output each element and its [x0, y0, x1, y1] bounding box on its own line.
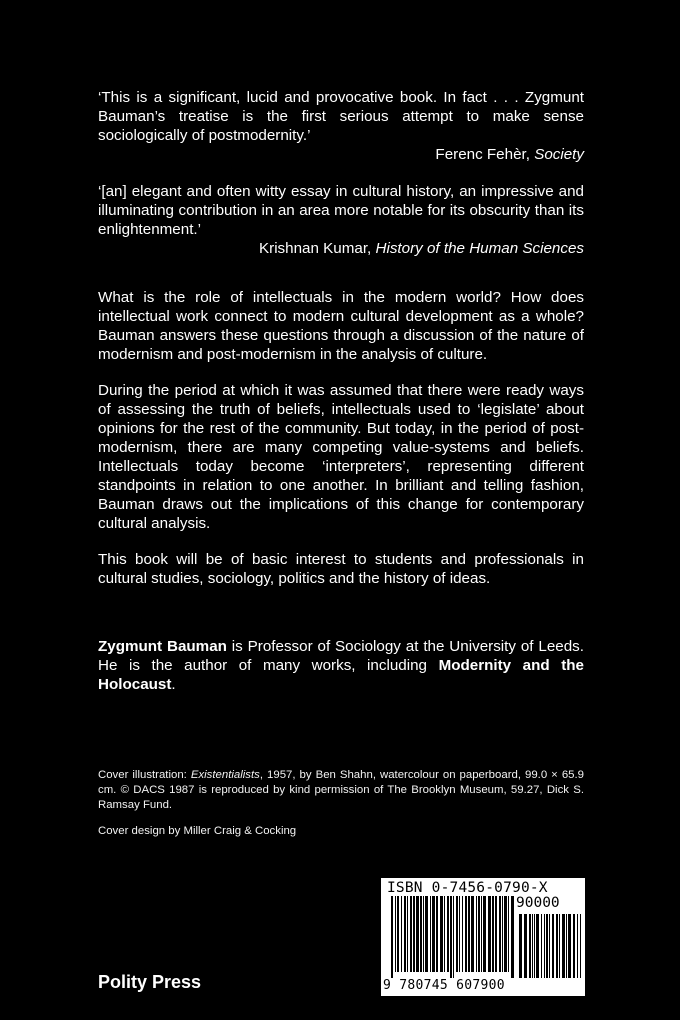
- addon-bar: [544, 914, 545, 978]
- barcode-bar: [397, 896, 399, 972]
- barcode-bar: [440, 896, 443, 972]
- barcode-bar: [395, 896, 396, 972]
- barcode-bar: [508, 896, 509, 972]
- barcode-bar: [420, 896, 422, 972]
- addon-bar: [577, 914, 578, 978]
- author-bio-end: .: [171, 676, 176, 693]
- isbn-label: ISBN 0-7456-0790-X: [387, 880, 548, 896]
- barcode-bar: [471, 896, 474, 972]
- barcode-bar: [423, 896, 424, 972]
- barcode-bar: [456, 896, 458, 972]
- barcode-bar: [468, 896, 470, 972]
- quote-author: Krishnan Kumar,: [259, 240, 376, 257]
- addon-bar: [580, 914, 581, 978]
- quote-source: Society: [534, 146, 584, 163]
- review-quote-1: [98, 88, 584, 164]
- barcode-bar: [404, 896, 406, 972]
- barcode-bar: [425, 896, 428, 972]
- credit-prefix: Cover illustration:: [98, 769, 191, 781]
- barcode-bar: [447, 896, 449, 972]
- description-paragraph-1: What is the role of intellectuals in the modern world? How does intellectual work connect to modern cultural development as a whole? Bauman answers these questions through a discussion of the nature of modernism and post-modernism in the analysis of culture.: [98, 289, 584, 363]
- barcode-bar: [478, 896, 480, 972]
- barcode-bar: [450, 896, 452, 978]
- barcode-bar: [432, 896, 435, 972]
- description-paragraph-3: This book will be of basic interest to students and professionals in cultural studies, sociology, politics and the history of ideas.: [98, 551, 584, 587]
- credit-details: , 1957, by Ben Shahn, watercolour on paperboard, 99.0 × 65.9 cm. © DACS 1987 is reproduced by kind permission of The Brooklyn Museum, 59.27, Dick S. Ramsay Fund.: [98, 769, 584, 811]
- addon-bar: [562, 914, 565, 978]
- quote-source: History of the Human Sciences: [375, 240, 584, 257]
- barcode-bar: [391, 896, 393, 978]
- addon-bar: [524, 914, 527, 978]
- addon-bar: [534, 914, 535, 978]
- addon-bar: [552, 914, 554, 978]
- addon-bar: [573, 914, 575, 978]
- barcode-bars: [391, 896, 581, 978]
- barcode-bar: [481, 896, 482, 972]
- barcode-bar: [410, 896, 412, 972]
- barcode-digits: 9 780745 607900: [383, 978, 505, 993]
- addon-bar: [566, 914, 567, 978]
- addon-bar: [541, 914, 542, 978]
- author-name: Zygmunt Bauman: [98, 638, 227, 655]
- author-bio-text: is Professor of Sociology at the University of Leeds. He is the author of many works, including: [98, 638, 584, 674]
- barcode-bar: [436, 896, 438, 972]
- isbn-barcode: [381, 878, 585, 996]
- barcode-bar: [492, 896, 494, 972]
- publisher-name: Polity Press: [98, 972, 202, 992]
- cover-illustration-credit: [98, 768, 584, 813]
- author-book-title: Modernity and the Holocaust: [98, 657, 584, 693]
- review-quote-2: [98, 182, 584, 258]
- barcode-bar: [465, 896, 467, 972]
- barcode-bar: [483, 896, 486, 972]
- barcode-bar: [511, 896, 514, 978]
- addon-bar: [519, 914, 522, 978]
- quote-text: ‘[an] elegant and often witty essay in cultural history, an impressive and illuminating contribution in an area more notable for its obscurity than its enlightenment.’: [98, 183, 584, 238]
- addon-bar: [549, 914, 550, 978]
- addon-bar: [532, 914, 533, 978]
- addon-bar: [556, 914, 558, 978]
- addon-bar: [546, 914, 548, 978]
- barcode-bar: [459, 896, 460, 972]
- author-bio: [98, 637, 584, 694]
- barcode-bar: [462, 896, 463, 972]
- barcode-bar: [401, 896, 402, 972]
- price-addon-code: 90000: [516, 895, 560, 911]
- credit-artwork-title: Existentialists: [190, 769, 260, 781]
- quote-attribution: [98, 145, 584, 164]
- barcode-bar: [502, 896, 503, 972]
- description-paragraph-2: During the period at which it was assumed that there were ready ways of assessing the truth of beliefs, intellectuals used to ‘legislate’ about opinions for the rest of the community. But today, in the period of post-modernism, there are many competing value-systems and beliefs. Intellectuals today become ‘interpreters’, representing different standpoints in relation to one another. In brilliant and telling fashion, Bauman draws out the implications of this change for contemporary cultural analysis.: [98, 382, 584, 532]
- quote-author: Ferenc Fehèr,: [435, 146, 535, 163]
- addon-bar: [529, 914, 531, 978]
- barcode-bar: [413, 896, 415, 972]
- addon-bar: [559, 914, 560, 978]
- barcode-bar: [476, 896, 477, 972]
- barcode-bar: [488, 896, 491, 972]
- barcode-bar: [407, 896, 408, 972]
- barcode-bar: [444, 896, 445, 972]
- addon-bar: [536, 914, 539, 978]
- barcode-bar: [499, 896, 501, 972]
- quote-attribution: [98, 239, 584, 258]
- barcode-bar: [453, 896, 454, 978]
- barcode-bar: [430, 896, 431, 972]
- barcode-bar: [495, 896, 497, 972]
- addon-bar: [568, 914, 571, 978]
- barcode-bar: [504, 896, 507, 972]
- quote-text: ‘This is a significant, lucid and provocative book. In fact . . . Zygmunt Bauman’s treatise is the first serious attempt to make sense sociologically of postmodernity.’: [98, 89, 584, 144]
- barcode-bar: [416, 896, 419, 972]
- cover-design-credit: Cover design by Miller Craig & Cocking: [98, 825, 297, 837]
